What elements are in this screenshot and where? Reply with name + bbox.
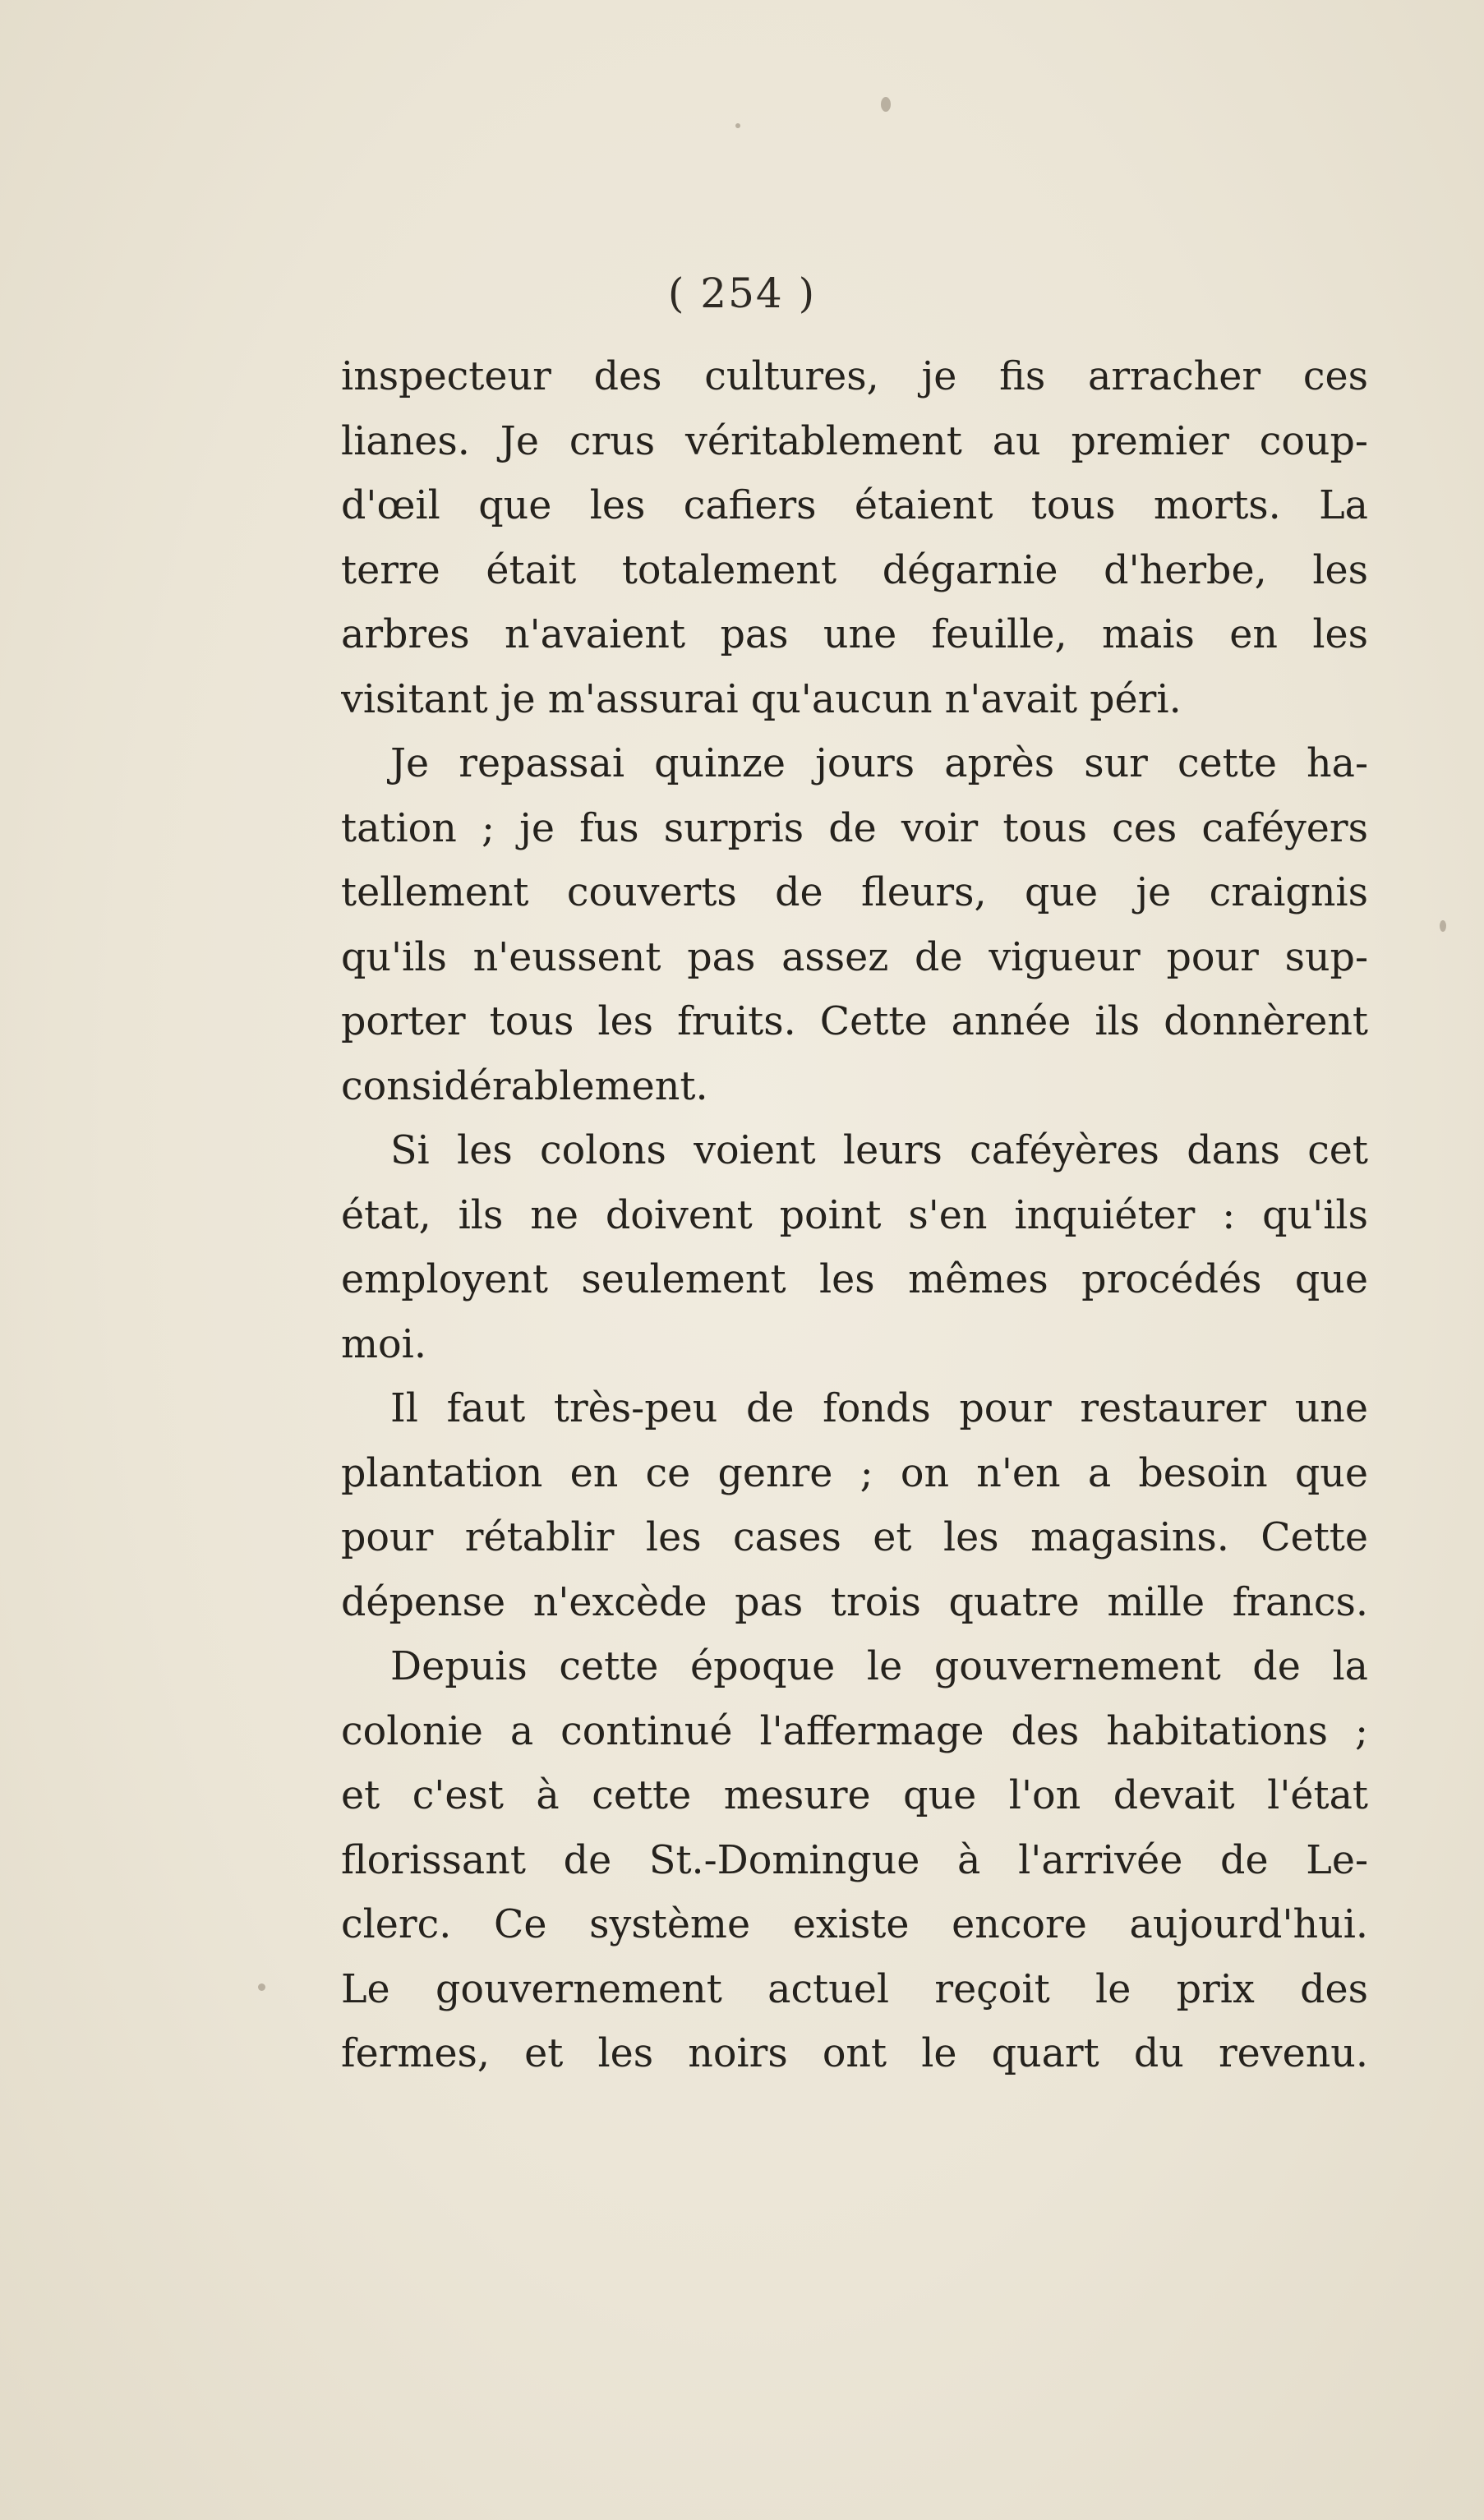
- paper-speck: [1440, 920, 1446, 932]
- text-line: porter tous les fruits. Cette année ils donnèrent: [341, 999, 1368, 1044]
- paper-speck: [881, 97, 891, 112]
- text-line: colonie a continué l'affermage des habitations ;: [341, 1708, 1368, 1754]
- paragraph: [341, 345, 1368, 732]
- text-line: tation ; je fus surpris de voir tous ces caféyers: [341, 805, 1368, 851]
- text-line: Si les colons voient leurs caféyères dans cet: [390, 1128, 1368, 1173]
- paragraph: [341, 1377, 1368, 1635]
- paragraph: [341, 732, 1368, 1119]
- text-line: plantation en ce genre ; on n'en a besoin que: [341, 1450, 1368, 1496]
- text-line: pour rétablir les cases et les magasins. Cette: [341, 1515, 1368, 1560]
- text-line: fermes, et les noirs ont le quart du revenu.: [341, 2031, 1368, 2076]
- paragraph: [341, 1635, 1368, 2087]
- text-line: Depuis cette époque le gouvernement de la: [390, 1644, 1368, 1689]
- paper-speck: [258, 1983, 265, 1991]
- body-text: [341, 345, 1368, 2087]
- text-line: considérablement.: [341, 1063, 708, 1109]
- text-line: état, ils ne doivent point s'en inquiéter : qu'ils: [341, 1192, 1368, 1238]
- text-line: qu'ils n'eussent pas assez de vigueur pour sup-: [341, 934, 1368, 980]
- text-line: inspecteur des cultures, je fis arracher ces: [341, 354, 1368, 399]
- text-line: dépense n'excède pas trois quatre mille francs.: [341, 1579, 1368, 1625]
- paper-speck: [735, 123, 740, 128]
- text-line: visitant je m'assurai qu'aucun n'avait péri.: [341, 676, 1182, 722]
- text-line: lianes. Je crus véritablement au premier coup-: [341, 418, 1368, 464]
- text-line: et c'est à cette mesure que l'on devait l'état: [341, 1773, 1368, 1818]
- text-line: d'œil que les cafiers étaient tous morts. La: [341, 483, 1368, 528]
- text-line: arbres n'avaient pas une feuille, mais en les: [341, 612, 1368, 657]
- text-line: employent seulement les mêmes procédés que: [341, 1257, 1368, 1302]
- text-line: Je repassai quinze jours après sur cette ha-: [390, 741, 1368, 786]
- paragraph: [341, 1119, 1368, 1377]
- text-line: clerc. Ce système existe encore aujourd'hui.: [341, 1902, 1368, 1947]
- text-line: tellement couverts de fleurs, que je craignis: [341, 870, 1368, 915]
- text-line: terre était totalement dégarnie d'herbe, les: [341, 547, 1368, 593]
- page-number: ( 254 ): [667, 270, 817, 317]
- text-line: florissant de St.-Domingue à l'arrivée de Le-: [341, 1837, 1368, 1883]
- text-line: Il faut très-peu de fonds pour restaurer une: [390, 1386, 1368, 1431]
- text-line: Le gouvernement actuel reçoit le prix des: [341, 1966, 1368, 2012]
- text-line: moi.: [341, 1321, 426, 1367]
